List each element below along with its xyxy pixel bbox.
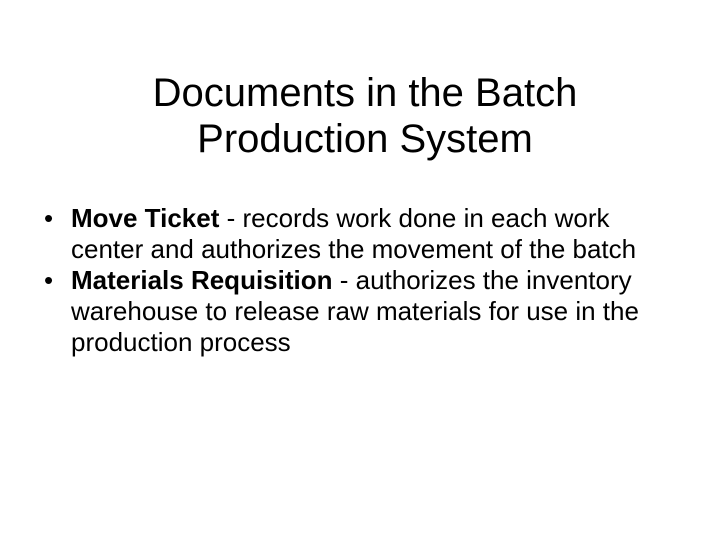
bullet-dot-icon: • xyxy=(44,265,54,295)
bullet-term-materials-requisition: Materials Requisition xyxy=(71,265,333,295)
bullet-term-move-ticket: Move Ticket xyxy=(71,203,220,233)
bullet-dot-icon: • xyxy=(44,203,54,233)
bullet-list xyxy=(44,203,684,358)
slide-title xyxy=(60,70,670,162)
bullet-text-materials-requisition: - authorizes the inventory warehouse to release raw materials for use in the production process xyxy=(71,265,639,357)
slide-title-line-2: Production System xyxy=(197,117,533,161)
bullet-text-move-ticket: - records work done in each work center and authorizes the movement of the batch xyxy=(71,203,637,264)
slide-title-line-1: Documents in the Batch xyxy=(152,71,578,115)
bullet-move-ticket xyxy=(44,203,684,265)
bullet-materials-requisition xyxy=(44,265,684,358)
